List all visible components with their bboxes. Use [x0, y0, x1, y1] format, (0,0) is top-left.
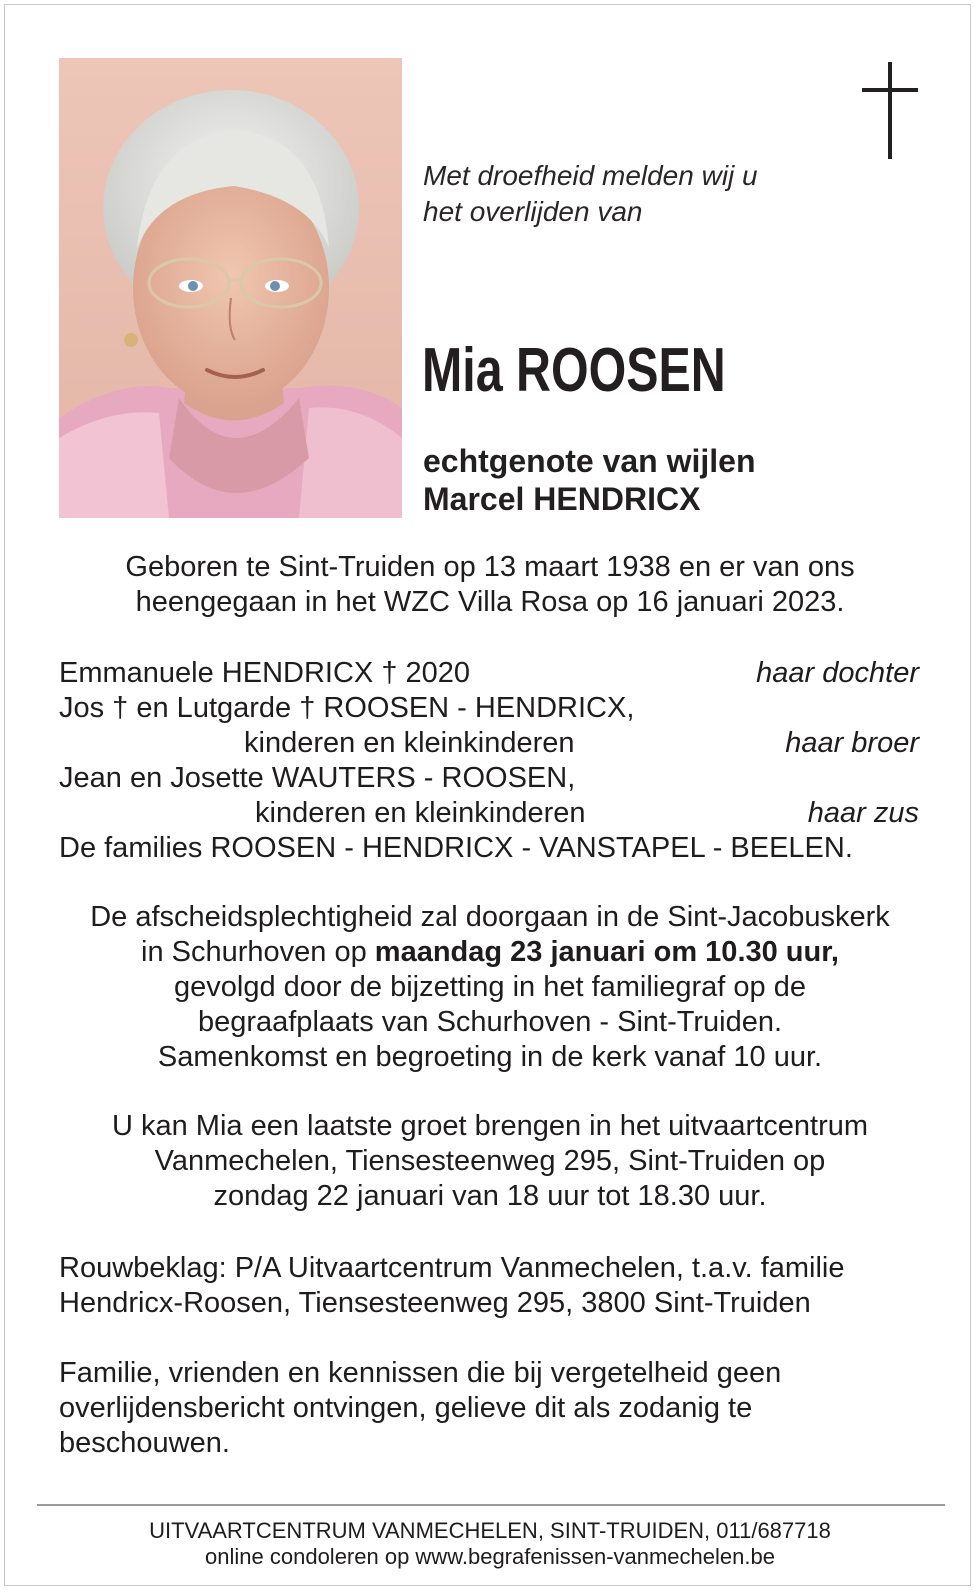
notice-line: Familie, vrienden en kennissen die bij vergetelheid geen: [59, 1357, 782, 1389]
family-row: [59, 691, 919, 726]
condolence-address: [59, 1251, 939, 1321]
birth-line: Geboren te Sint-Truiden op 13 maart 1938 en er van ons: [125, 551, 855, 583]
family-row: [59, 656, 919, 691]
spouse-line: echtgenote van wijlen: [423, 443, 756, 479]
birth-line: heengegaan in het WZC Villa Rosa op 16 januari 2023.: [135, 586, 845, 618]
notice-paragraph: [59, 1356, 939, 1461]
family-member: De families ROOSEN - HENDRICX - VANSTAPEL - BEELEN.: [59, 832, 853, 864]
ceremony-line: De afscheidsplechtigheid zal doorgaan in de Sint-Jacobuskerk: [90, 901, 890, 933]
condolence-line: Rouwbeklag: P/A Uitvaartcentrum Vanmechelen, t.a.v. familie: [59, 1252, 845, 1284]
family-row: [59, 796, 919, 831]
birth-death-paragraph: [40, 550, 940, 620]
notice-line: beschouwen.: [59, 1427, 230, 1459]
viewing-line: U kan Mia een laatste groet brengen in het uitvaartcentrum: [111, 1110, 869, 1142]
deceased-name: Mia ROOSEN: [422, 336, 726, 405]
ceremony-line: [40, 935, 940, 970]
condolence-website-link[interactable]: online condoleren op www.begrafenissen-vanmechelen.be: [205, 1544, 775, 1569]
viewing-line: zondag 22 januari van 18 uur tot 18.30 uur.: [213, 1180, 767, 1212]
family-row: [59, 831, 919, 866]
footer-divider: [37, 1504, 945, 1506]
intro-line: het overlijden van: [423, 196, 643, 227]
ceremony-line: begraafplaats van Schurhoven - Sint-Truiden.: [197, 1006, 783, 1038]
family-member: kinderen en kleinkinderen: [255, 797, 586, 829]
spouse-text: [423, 442, 756, 518]
funeral-home-line: UITVAARTCENTRUM VANMECHELEN, SINT-TRUIDEN, 011/687718: [149, 1518, 831, 1543]
intro-text: [423, 158, 758, 230]
family-relation: haar dochter: [756, 657, 919, 689]
portrait-photo: [59, 58, 402, 518]
ceremony-paragraph: [40, 900, 940, 1075]
family-list: [59, 656, 919, 866]
viewing-paragraph: [40, 1109, 940, 1214]
spouse-line: Marcel HENDRICX: [423, 481, 701, 517]
family-member: Jos † en Lutgarde † ROOSEN - HENDRICX,: [59, 692, 635, 724]
cross-icon: [862, 62, 922, 159]
family-member: Emmanuele HENDRICX † 2020: [59, 657, 471, 689]
family-member: Jean en Josette WAUTERS - ROOSEN,: [59, 762, 576, 794]
family-row: [59, 726, 919, 761]
ceremony-line: Samenkomst en begroeting in de kerk vanaf 10 uur.: [157, 1041, 823, 1073]
ceremony-datetime: maandag 23 januari om 10.30 uur,: [374, 936, 839, 968]
intro-line: Met droefheid melden wij u: [423, 160, 758, 191]
condolence-line: Hendricx-Roosen, Tiensesteenweg 295, 3800 Sint-Truiden: [59, 1287, 811, 1319]
notice-line: overlijdensbericht ontvingen, gelieve dit als zodanig te: [59, 1392, 753, 1424]
ceremony-line: gevolgd door de bijzetting in het familiegraf op de: [174, 971, 806, 1003]
family-relation: haar broer: [785, 727, 919, 759]
family-row: [59, 761, 919, 796]
family-relation: haar zus: [807, 797, 919, 829]
ceremony-location: in Schurhoven op: [141, 936, 375, 968]
footer: [40, 1518, 940, 1570]
family-member: kinderen en kleinkinderen: [244, 727, 575, 759]
viewing-line: Vanmechelen, Tiensesteenweg 295, Sint-Truiden op: [154, 1145, 826, 1177]
